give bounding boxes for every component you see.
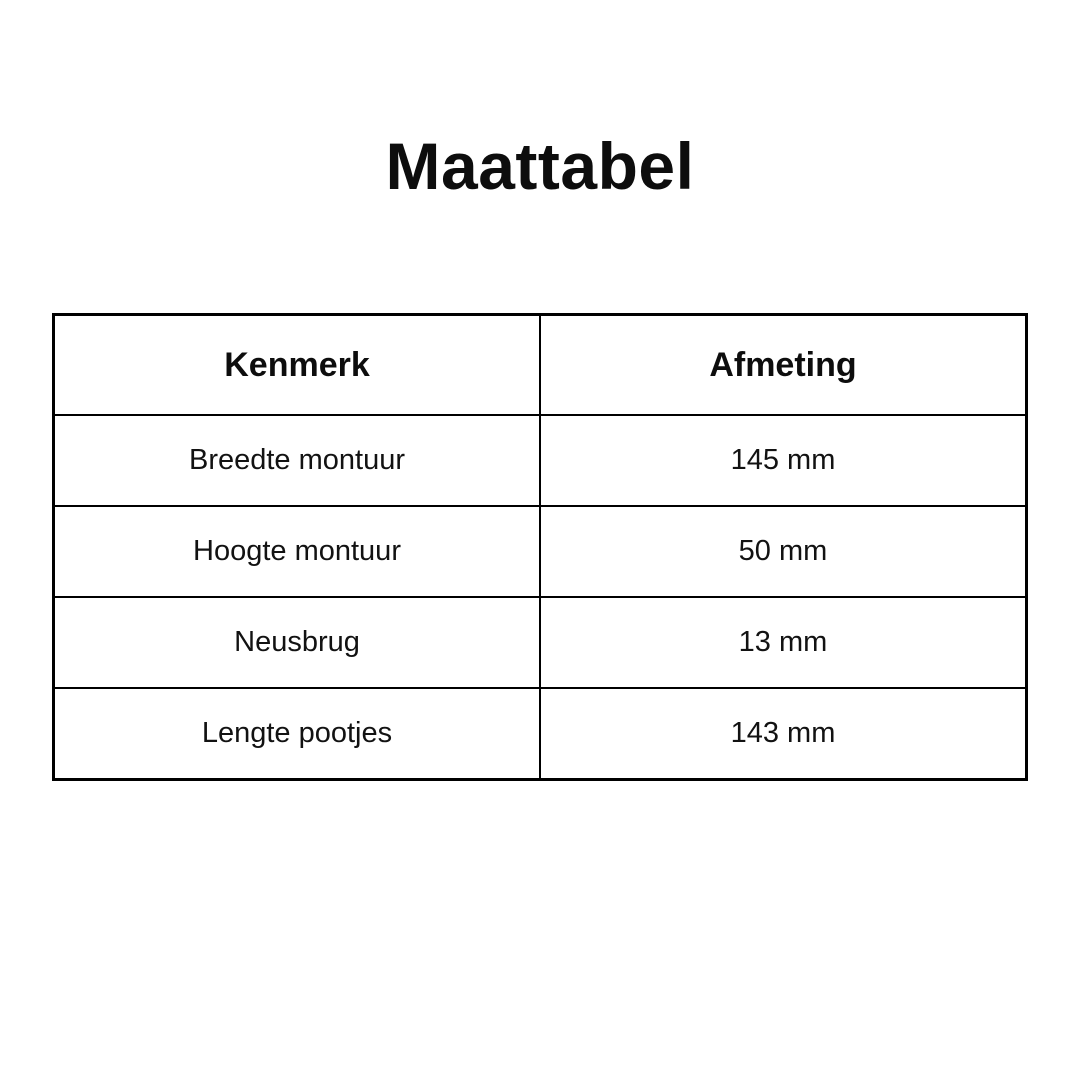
header-cell-afmeting: Afmeting [540, 315, 1027, 416]
row-value: 143 mm [540, 688, 1027, 780]
page-title: Maattabel [385, 129, 695, 203]
table-header-row [54, 315, 1027, 416]
table-row [54, 506, 1027, 597]
table-row [54, 415, 1027, 506]
row-label: Lengte pootjes [54, 688, 541, 780]
row-label: Breedte montuur [54, 415, 541, 506]
row-value: 50 mm [540, 506, 1027, 597]
row-label: Hoogte montuur [54, 506, 541, 597]
size-table [52, 313, 1028, 781]
row-value: 13 mm [540, 597, 1027, 688]
row-value: 145 mm [540, 415, 1027, 506]
table-row [54, 688, 1027, 780]
row-label: Neusbrug [54, 597, 541, 688]
header-cell-kenmerk: Kenmerk [54, 315, 541, 416]
table-row [54, 597, 1027, 688]
